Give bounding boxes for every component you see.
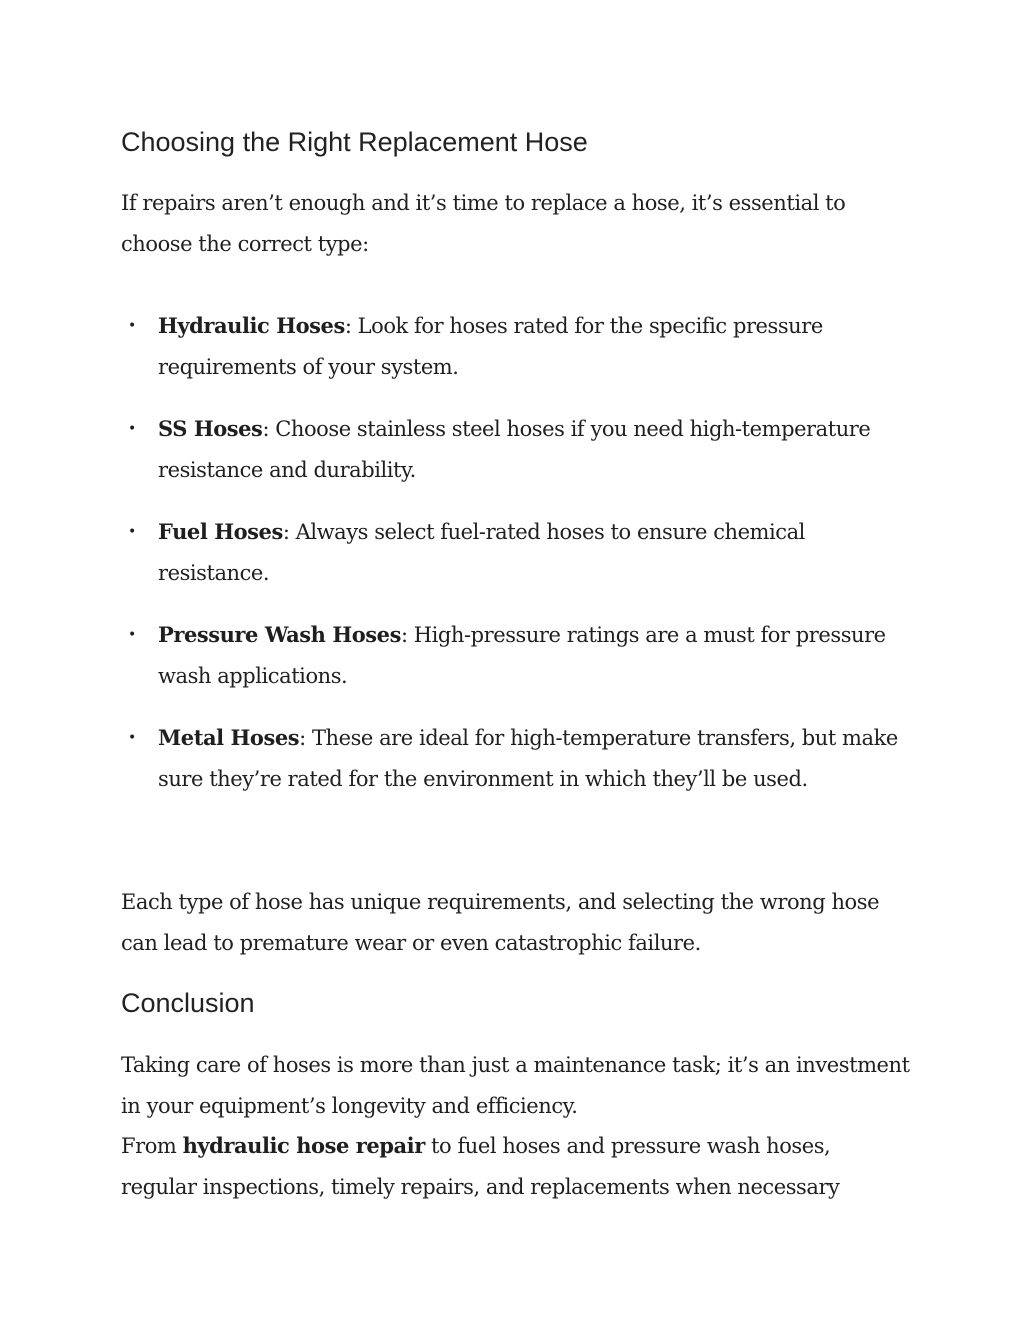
- list-item-hydraulic-hoses: [128, 306, 901, 387]
- list-item-term: Metal Hoses: [158, 725, 300, 750]
- list-item-text: : Choose stainless steel hoses if you need high-temperature resistance and durability.: [158, 417, 871, 482]
- bullet-icon: •: [128, 524, 136, 540]
- intro-paragraph: If repairs aren’t enough and it’s time to replace a hose, it’s essential to choose the correct type:: [121, 191, 846, 256]
- list-item-text: : Look for hoses rated for the specific pressure requirements of your system.: [158, 314, 823, 379]
- list-item-text: : These are ideal for high-temperature transfers, but make sure they’re rated for the environment in which they’ll be used.: [158, 726, 898, 791]
- conclusion-line-1: Taking care of hoses is more than just a maintenance task; it’s an investment in your equipment’s longevity and efficiency.: [121, 1053, 910, 1118]
- section-heading-conclusion: Conclusion: [121, 988, 255, 1018]
- closing-paragraph: Each type of hose has unique requirements, and selecting the wrong hose can lead to premature wear or even catastrophic failure.: [121, 890, 880, 955]
- list-item-term: Pressure Wash Hoses: [158, 622, 401, 647]
- list-item-pressure-wash-hoses: [128, 615, 901, 696]
- conclusion-line-2-prefix: From: [121, 1134, 183, 1158]
- list-item-fuel-hoses: [128, 512, 901, 593]
- list-item-term: SS Hoses: [158, 416, 263, 441]
- list-item-term: Hydraulic Hoses: [158, 313, 345, 338]
- list-item-term: Fuel Hoses: [158, 519, 283, 544]
- hose-type-list: [121, 306, 901, 821]
- section-heading-choosing-hose: Choosing the Right Replacement Hose: [121, 127, 588, 157]
- list-item-text: : Always select fuel-rated hoses to ensure chemical resistance.: [158, 520, 805, 585]
- list-item-ss-hoses: [128, 409, 901, 490]
- keyword-hydraulic-hose-repair: hydraulic hose repair: [182, 1133, 425, 1158]
- bullet-icon: •: [128, 730, 136, 746]
- bullet-icon: •: [128, 421, 136, 437]
- bullet-icon: •: [128, 627, 136, 643]
- list-item-text: : High-pressure ratings are a must for pressure wash applications.: [158, 623, 886, 688]
- conclusion-paragraph: [121, 1045, 911, 1207]
- bullet-icon: •: [128, 318, 136, 334]
- conclusion-line-2-suffix: to fuel hoses and pressure wash hoses, regular inspections, timely repairs, and replacements when necessary: [121, 1134, 840, 1199]
- list-item-metal-hoses: [128, 718, 901, 799]
